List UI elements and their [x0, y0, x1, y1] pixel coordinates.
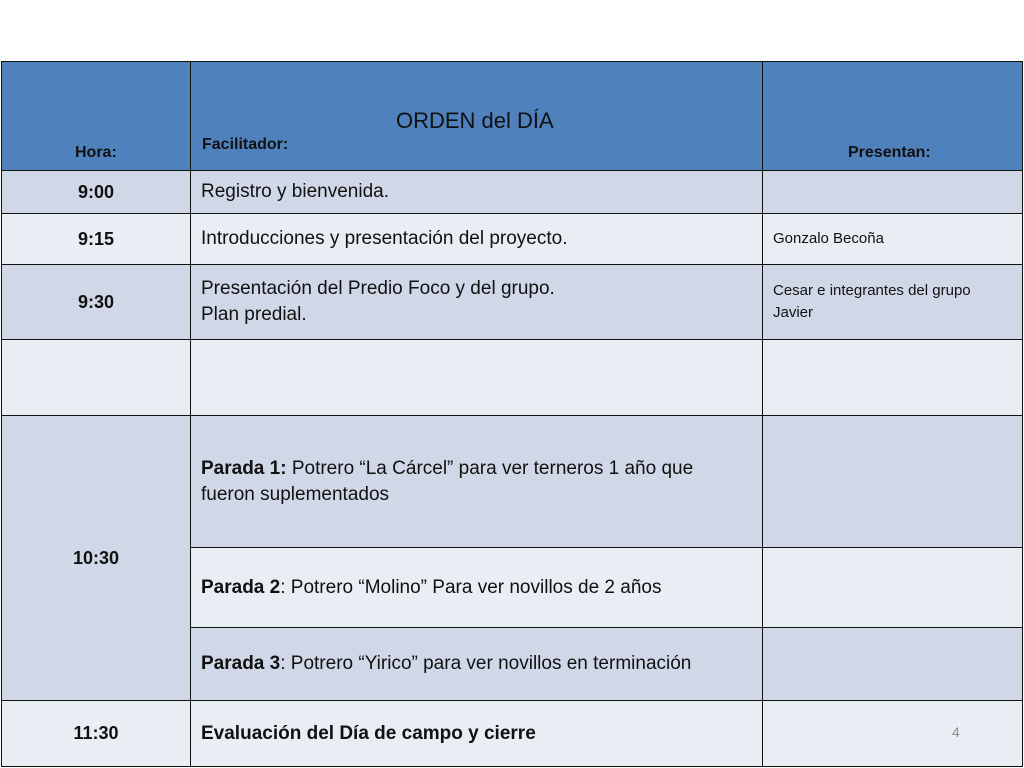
activity-cell — [191, 340, 763, 416]
time-cell: 11:30 — [2, 701, 191, 767]
activity-cell: Introducciones y presentación del proyecto. — [191, 214, 763, 265]
presenter-cell — [763, 340, 1023, 416]
stop-label: Parada 3 — [201, 653, 281, 674]
table-row — [2, 701, 1023, 767]
stop-cell — [191, 628, 763, 701]
presenter-cell — [763, 171, 1023, 214]
activity-cell — [191, 265, 763, 340]
activity-cell: Registro y bienvenida. — [191, 171, 763, 214]
time-cell: 9:15 — [2, 214, 191, 265]
presenter-cell — [763, 265, 1023, 340]
page-title: ORDEN del DÍA — [396, 108, 554, 133]
header-row — [2, 62, 1023, 171]
time-cell: 9:00 — [2, 171, 191, 214]
table-row — [2, 340, 1023, 416]
facilitador-label: Facilitador: — [202, 136, 289, 153]
stop-text: Potrero “La Cárcel” para ver terneros 1 año que fueron suplementados — [201, 457, 694, 505]
stop-cell — [191, 416, 763, 548]
presenter-line: Cesar e integrantes del grupo — [773, 282, 971, 299]
presenter-cell: Gonzalo Becoña — [763, 214, 1023, 265]
stop-cell — [191, 548, 763, 628]
presenter-cell — [763, 628, 1023, 701]
activity-line: Plan predial. — [201, 304, 307, 325]
stop-text: : Potrero “Yirico” para ver novillos en terminación — [280, 653, 692, 674]
table-row — [2, 265, 1023, 340]
stop-label: Parada 2 — [201, 576, 281, 598]
presenter-cell — [763, 701, 1023, 767]
presenter-line: Javier — [773, 304, 814, 321]
time-cell: 9:30 — [2, 265, 191, 340]
header-presentan-cell — [763, 62, 1023, 171]
header-hora-cell — [2, 62, 191, 171]
presentan-label: Presentan: — [848, 144, 931, 161]
time-cell: 10:30 — [2, 416, 191, 701]
stop-text: : Potrero “Molino” Para ver novillos de 2 años — [280, 576, 662, 598]
time-cell — [2, 340, 191, 416]
table-row — [2, 214, 1023, 265]
table-row — [2, 416, 1023, 548]
activity-line: Presentación del Predio Foco y del grupo. — [201, 278, 555, 299]
agenda-table — [1, 61, 1023, 767]
stop-label: Parada 1: — [201, 457, 287, 479]
page-number: 4 — [952, 724, 960, 740]
presenter-cell — [763, 416, 1023, 548]
hora-label: Hora: — [75, 144, 117, 161]
header-title-cell — [191, 62, 763, 171]
activity-cell: Evaluación del Día de campo y cierre — [191, 701, 763, 767]
presenter-cell — [763, 548, 1023, 628]
table-row — [2, 171, 1023, 214]
